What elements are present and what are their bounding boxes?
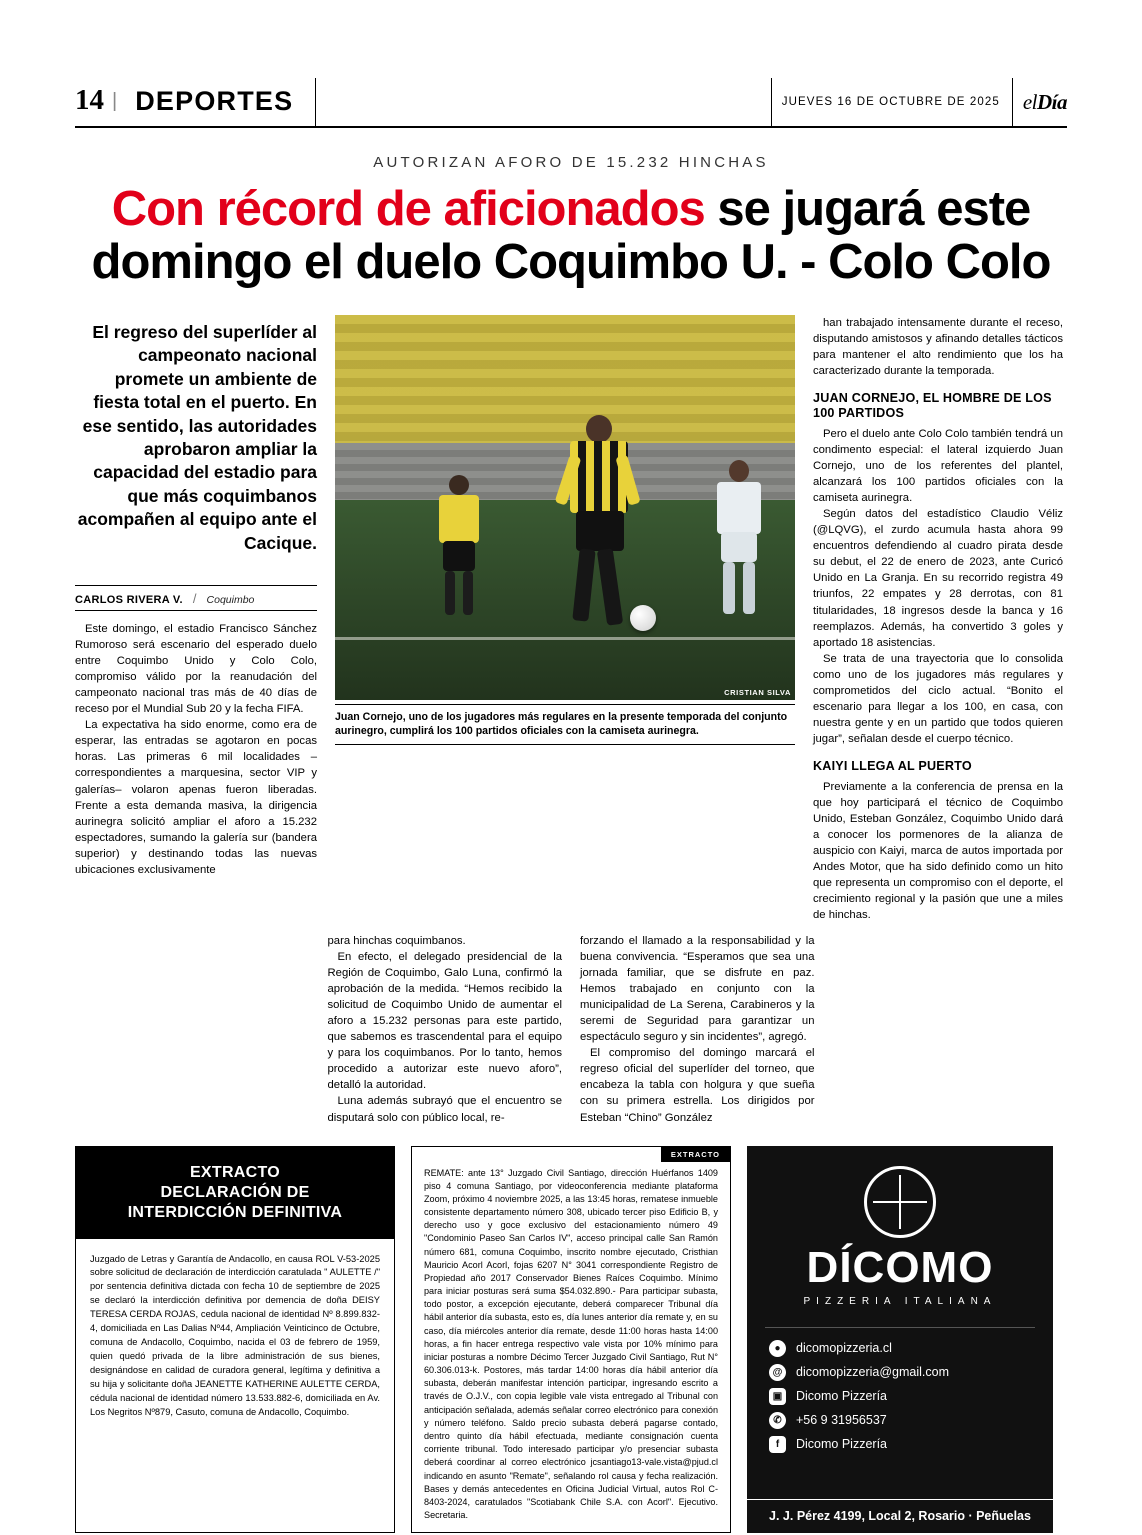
ad-remate-tag: EXTRACTO <box>661 1147 730 1162</box>
page-number: 14 <box>75 84 104 116</box>
email-icon: @ <box>769 1364 786 1381</box>
article-headline <box>75 183 1067 289</box>
article-kicker: AUTORIZAN AFORO DE 15.232 HINCHAS <box>373 154 769 171</box>
divider <box>765 1327 1035 1328</box>
globe-icon: ● <box>769 1340 786 1357</box>
paragraph: En efecto, el delegado presidencial de la Región de Coquimbo, Galo Luna, confirmó la aprobación de la medida. “Hemos recibido la solicitud de Coquimbo Unido de aumentar el aforo a 15.232 personas para este partido, que sabemos es trascendental para el equipo y para los coquimbanos. Por lo tanto, hemos procedido a autorizar este nuevo aforo”, detalló la autoridad. <box>327 951 562 1092</box>
ad-interdiccion <box>75 1146 395 1534</box>
ad-title-line2: DECLARACIÓN DE <box>160 1183 310 1201</box>
photo-caption: Juan Cornejo, uno de los jugadores más regulares en la presente temporada del conjunto aurinegro, cumplirá los 100 partidos oficiales con la camiseta aurinegra. <box>335 704 795 746</box>
article-column-4 <box>813 315 1063 923</box>
subheading-cornejo: JUAN CORNEJO, EL HOMBRE DE LOS 100 PARTIDOS <box>813 390 1052 421</box>
pizza-icon <box>864 1166 936 1238</box>
paragraph: Se trata de una trayectoria que lo consolida como uno de los jugadores más regulares y comprometidos del ciclo actual. “Bonito el escenario para llegar a los 100, en casa, con nuestra gente y en un partido que todos quieren jugar”, señalan desde el cuerpo técnico. <box>813 652 1063 745</box>
ad-interdiccion-body: Juzgado de Letras y Garantía de Andacollo, en causa ROL V-53-2025 sobre solicitud de declaración de interdicción caratulada " AULETTE /" por sentencia definitiva dictada con fecha 10 de septiembre de 2025 se declaró la interdicción definitiva por demencia de doña DEISY TERESA CERDA ROJAS, cedula nacional de identidad Nº 8.899.832-4, domiciliada en Las Dalias Nº44, Ampliación Veinticinco de Octubre, comuna de Andacollo, Coquimbo, nacida el 03 de febrero de 1959, quien quedó privada de la libre administración de sus bienes, designándose en calidad de curadora general, legítima y definitiva a su hija y solicitante doña JEANETTE KATHERINE AULETTE CERDA, cédula nacional de identidad número 13.533.882-6, domiciliada en Av. Los Negritos Nº879, Casuto, comuna de Andacollo, Coquimbo. <box>90 1253 380 1417</box>
lead-column <box>75 315 317 923</box>
ad-pizzeria <box>747 1146 1053 1534</box>
contact-website-text: dicomopizzeria.cl <box>796 1341 892 1356</box>
logo-el: el <box>1022 90 1037 114</box>
ad-remate <box>411 1146 731 1534</box>
pizzeria-contacts <box>747 1338 1053 1470</box>
paragraph: forzando el llamado a la responsabilidad y la buena convivencia. “Esperamos que sea una jornada familiar, que se disfrute en paz. Hemos trabajado en conjunto con la municipalidad de La Serena, Carabineros y la seremi de Seguridad para garantizar un espectáculo seguro y sin incidentes”, agregó. <box>580 935 815 1044</box>
ad-remate-body: REMATE: ante 13° Juzgado Civil Santiago, dirección Huérfanos 1409 piso 4 comuna Santiago, por videoconferencia mediante plataforma Zoom, próximo 4 noviembre 2025, a las 13:45 horas, rematese inmueble consistente departamento número 308, ubicado tercer piso Edificio B, y derecho uso y goce exclusivo del estacionamiento número 49 "Condominio Paseo San Carlos IV", acceso principal calle San Ramón número 681, comuna Coquimbo, inscrito nombre ejecutado, Cristhian Mauricio Acorl Acorl, fojas 6207 N° 3041 correspondiente Registro de Propiedad año 2017 Conservador Bienes Raíces Coquimbo. Mínimo para iniciar posturas será suma $54.032.890.- Para participar subasta, todo postor, a excepción ejecutante, deberá comparecer Tribunal día hábil anterior día subasta, esto es, día lunes anterior día remate y, en su caso, día miércoles anterior día remate, desde 11:00 horas hasta 14:00 horas, a fin hacer entrega respectivo vale vista por 10% mínimo para iniciar posturas a nombre Décimo Tercer Juzgado Civil Santiago, Rut N° 60.306.013-k. Postores, más tardar 14:00 horas día hábil anterior día subasta, deberán manifestar intención participar, ingresando escrito a través de O.J.V., con copia legible vale vista entregado al Tribunal con anticipación señalada, además señalar correo electrónico para conexión y número teléfono. Saldo precio subasta deberá pagarse contado, dentro quinto día hábil efectuada, mediante consignación cuenta corriente tribunal. Todo interesado participar y/o presenciar subasta deberá coordinar al correo electrónico jcsantiago13-vale.vista@pjud.cl indicando en asunto "Remate", señalando rol causa y fecha realización. Bases y demás antecedentes en Oficina Judicial Virtual, autos Rol C-8403-2024, caratulados "Scotiabank Chile S.A. con Acorl". Ejecutivo. Secretaria. <box>424 1167 718 1521</box>
contact-facebook[interactable] <box>769 1436 1031 1453</box>
contact-instagram-text: Dicomo Pizzería <box>796 1389 887 1404</box>
ad-title-line3: INTERDICCIÓN DEFINITIVA <box>127 1203 343 1221</box>
pizzeria-address: J. J. Pérez 4199, Local 2, Rosario · Peñuelas <box>747 1499 1053 1533</box>
newspaper-page <box>75 78 1067 1524</box>
paragraph: La expectativa ha sido enorme, como era de esperar, las entradas se agotaron en pocas horas. Las primeras 6 mil localidades –correspondientes a marquesina, sector VIP y galerías– volaron apenas fueron liberadas. Frente a esta demanda masiva, la dirigencia aurinegra solicitó ampliar el aforo a 15.232 espectadores, sumando la galería sur (bandera superior) y destinando todas las nuevas ubicaciones exclusivamente <box>75 719 317 876</box>
article-photo <box>335 315 795 700</box>
paragraph: Luna además subrayó que el encuentro se disputará solo con público local, re- <box>327 1095 562 1124</box>
paragraph: han trabajado intensamente durante el receso, disputando amistosos y afinando detalles tácticos para mantener el alto rendimiento que los ha caracterizado durante la temporada. <box>813 316 1063 377</box>
subheading-kaiyi: KAIYI LLEGA AL PUERTO <box>813 758 972 773</box>
logo-dia: Día <box>1037 90 1067 114</box>
article-column-3 <box>580 933 815 1125</box>
pizzeria-logo-area <box>747 1146 1053 1321</box>
publication-logo <box>1023 78 1067 126</box>
pizzeria-subtitle: PIZZERIA ITALIANA <box>803 1295 997 1307</box>
headline-line2: domingo el duelo Coquimbo U. - Colo Colo <box>91 234 1051 289</box>
contact-facebook-text: Dicomo Pizzería <box>796 1437 887 1452</box>
contact-whatsapp[interactable] <box>769 1412 1031 1429</box>
instagram-icon: ▣ <box>769 1388 786 1405</box>
pizzeria-name: DÍCOMO <box>806 1242 994 1292</box>
photo-credit: CRISTIAN SILVA <box>724 687 791 697</box>
contact-website[interactable] <box>769 1340 1031 1357</box>
paragraph: Previamente a la conferencia de prensa en la que hoy participará el técnico de Coquimbo Unido, Esteban González, Coquimbo Unido dará a conocer los pormenores de la alianza de auspicio con Kaiyi, marca de autos importada por Andes Motor, que ha sido definido como un hito que representa un compromiso con el deporte, el crecimiento regional y la pasión que une a miles de hinchas. <box>813 780 1063 922</box>
issue-date: JUEVES 16 DE OCTUBRE DE 2025 <box>771 78 1013 126</box>
paragraph: Este domingo, el estadio Francisco Sánchez Rumoroso será escenario del esperado duelo entre Coquimbo Unido y Colo Colo, compromiso válido por la reanudación del campeonato nacional tras más de 40 días de receso por el Mundial Sub 20 y la fecha FIFA. <box>75 623 317 716</box>
section-title: DEPORTES <box>135 78 316 126</box>
byline-slash: / <box>192 591 197 607</box>
ad-interdiccion-title <box>76 1147 394 1239</box>
player-figure-opponent <box>703 460 781 630</box>
player-figure <box>427 475 497 625</box>
headline-highlight: Con récord de aficionados <box>111 182 705 236</box>
article-column-2 <box>328 933 563 1125</box>
byline-location: Coquimbo <box>206 594 255 607</box>
photo-column <box>335 315 795 923</box>
byline <box>75 585 317 611</box>
paragraph: El compromiso del domingo marcará el regreso oficial del superlíder del torneo, que encabeza la tabla con holgura y que sueña con su primera estrella. Los dirigidos por Esteban “Chino” González <box>580 1047 815 1124</box>
football <box>630 605 656 631</box>
contact-whatsapp-text: +56 9 31956537 <box>796 1413 887 1428</box>
top-content-row <box>75 315 1067 923</box>
classified-ads-row <box>75 1146 1067 1534</box>
lower-text-row <box>75 933 1067 1125</box>
headline-rest: se jugará este <box>704 182 1031 236</box>
paragraph: Pero el duelo ante Colo Colo también tendrá un condimento especial: el lateral izquierdo Juan Cornejo, uno de los referentes del plantel, alcanzará los 100 partidos oficiales con la camiseta aurinegra. <box>813 428 1063 505</box>
contact-email-text: dicomopizzeria@gmail.com <box>796 1365 950 1380</box>
column4-mid <box>813 426 1063 747</box>
column4-top <box>813 315 1063 379</box>
contact-instagram[interactable] <box>769 1388 1031 1405</box>
whatsapp-icon: ✆ <box>769 1412 786 1429</box>
masthead-separator: | <box>112 90 118 112</box>
facebook-icon: f <box>769 1436 786 1453</box>
column4-bottom <box>813 779 1063 923</box>
article-lead: El regreso del superlíder al campeonato nacional promete un ambiente de fiesta total en el puerto. En ese sentido, las autoridades aprobaron ampliar la capacidad del estadio para que más coquimbanos acompañen al equipo ante el Cacique. <box>77 321 317 553</box>
byline-author: CARLOS RIVERA V. <box>75 594 183 607</box>
masthead <box>75 78 1067 128</box>
paragraph: Según datos del estadístico Claudio Véliz (@LQVG), el zurdo acumula hasta ahora 99 encuentros defendiendo al cuadro pirata desde su debut, el 22 de enero de 2023, ante Curicó Unido en La Granja. En su recorrido registra 49 triunfos, 22 empates y 28 derrotas, con 81 titularidades, 18 ingresos desde la banca y 16 reemplazos. Además, ha convertido 3 goles y aportado 18 asistencias. <box>813 508 1063 649</box>
contact-email[interactable] <box>769 1364 1031 1381</box>
paragraph: para hinchas coquimbanos. <box>327 935 466 948</box>
ad-title-line1: EXTRACTO <box>189 1163 281 1181</box>
article-column-1 <box>75 621 317 878</box>
masthead-spacer <box>316 78 770 126</box>
